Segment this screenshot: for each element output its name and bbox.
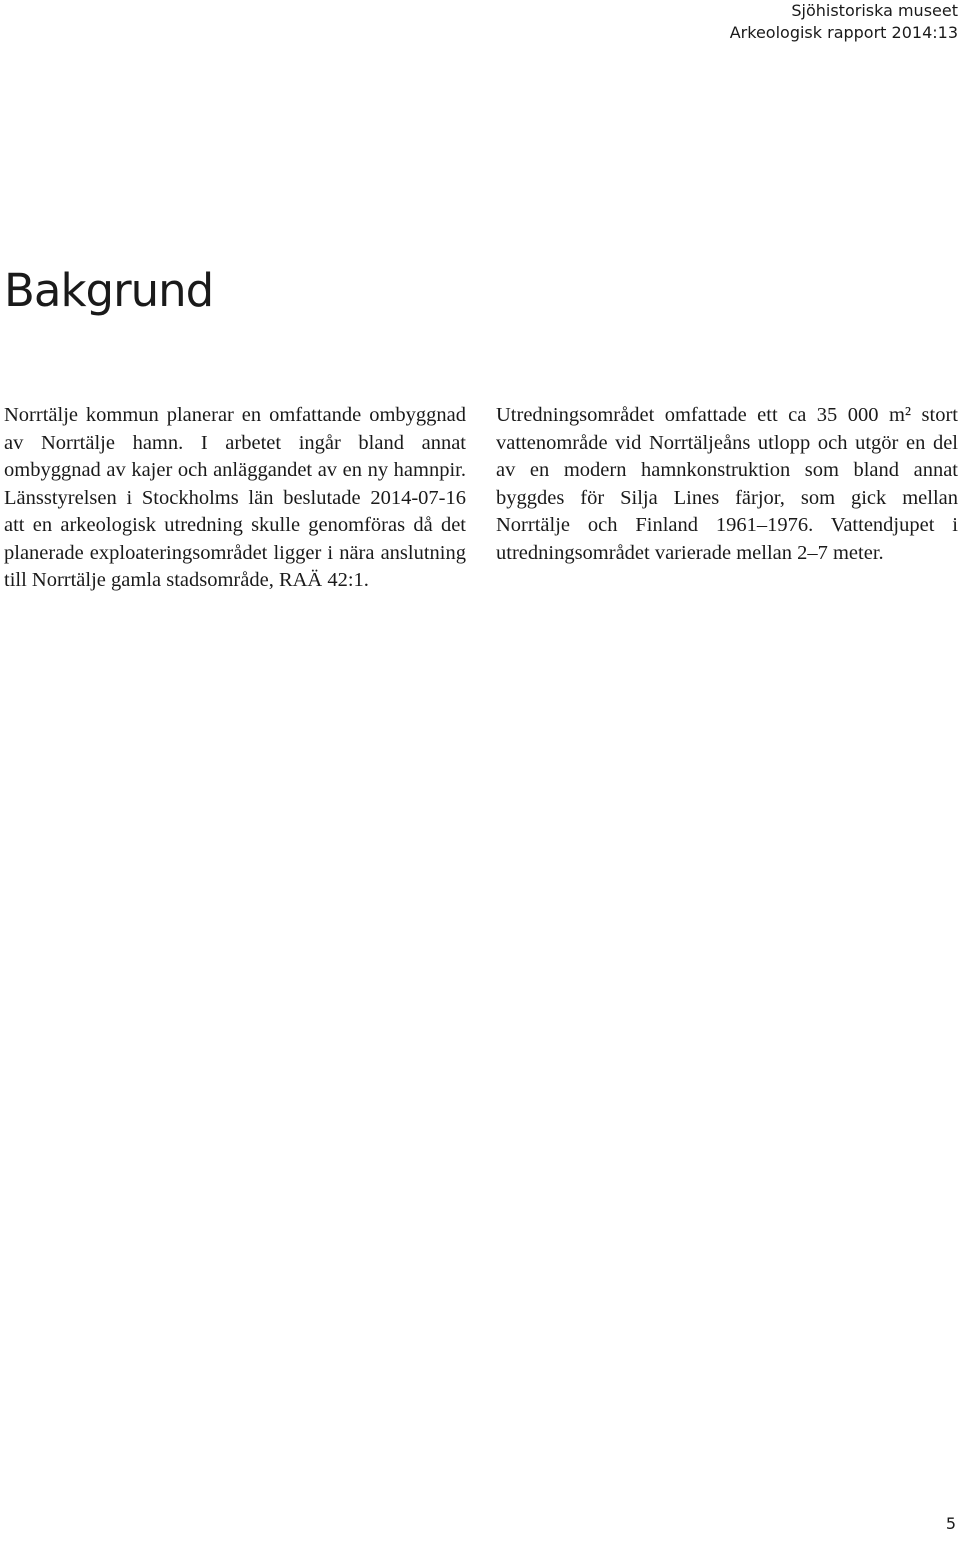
page-header (730, 0, 958, 44)
page-number: 5 (945, 1514, 956, 1533)
header-organization: Sjöhistoriska museet (791, 1, 958, 20)
body-paragraph-left: Norrtälje kommun planerar en omfattande ombyggnad av Norrtälje hamn. I arbetet ingår bland annat ombyggnad av kajer och anläggandet av en ny hamnpir. Länsstyrelsen i Stockholms län beslutade 2014-07-16 att en arkeologisk utredning skulle genomföras då det planerade exploateringsområdet ligger i nära anslutning till Norrtälje gamla stadsområde, RAÄ 42:1. (4, 404, 466, 591)
header-report-id: Arkeologisk rapport 2014:13 (729, 23, 958, 42)
body-paragraph-right: Utredningsområdet omfattade ett ca 35 000 m² stort vattenområde vid Norrtäljeåns utlopp och utgör en del av en modern hamnkonstruktion som bland annat byggdes för Silja Lines färjor, som gick mellan Norrtälje och Finland 1961–1976. Vattendjupet i utredningsområdet varierade mellan 2–7 meter. (496, 404, 958, 564)
section-title: Bakgrund (4, 264, 214, 317)
